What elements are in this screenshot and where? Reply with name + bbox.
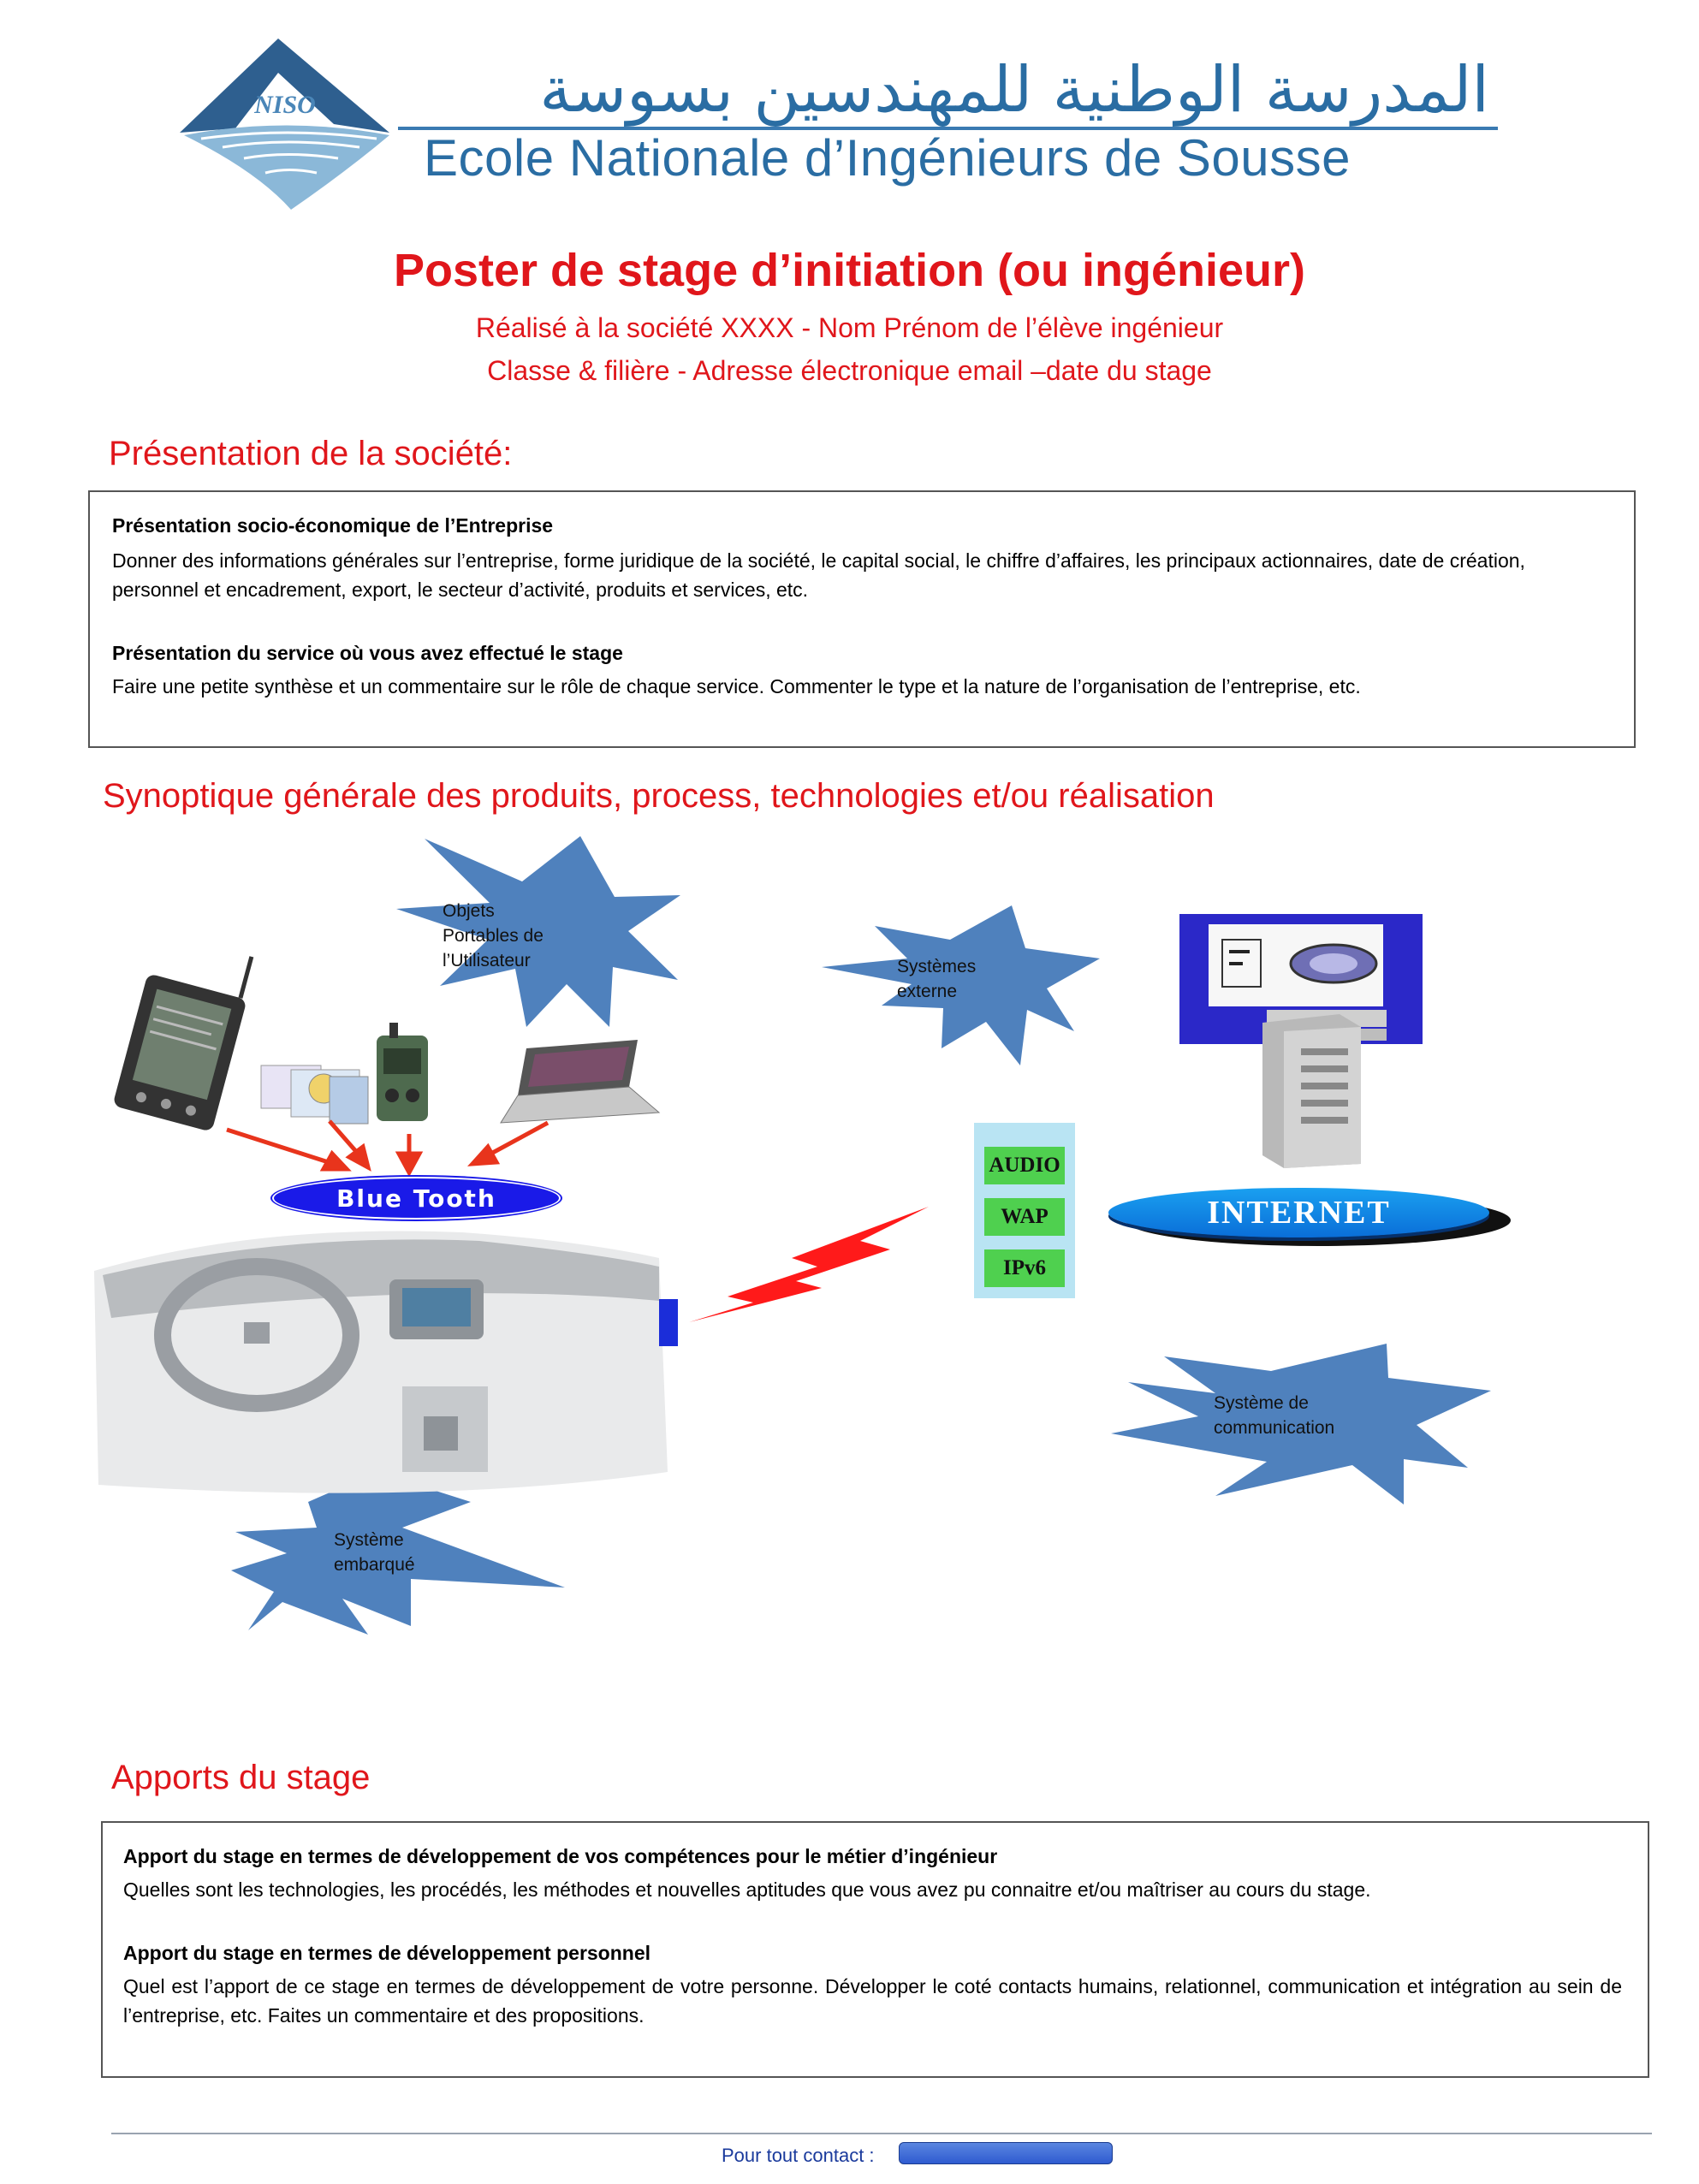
star-communication-label: Système de communication	[1214, 1393, 1335, 1438]
contributions-skills-heading: Apport du stage en termes de développement de vos compétences pour le métier d’ingénieur	[123, 1845, 998, 1867]
wireless-link-bolt	[689, 1207, 929, 1322]
footer-divider	[111, 2133, 1652, 2134]
contributions-skills-text: Quelles sont les technologies, les procédés, les méthodes et nouvelles aptitudes que vous avez pu connaitre et/ou maîtriser au cours du stage.	[123, 1878, 1371, 1901]
radio-device	[377, 1023, 428, 1121]
protocol-stack	[974, 1123, 1075, 1298]
contributions-personal-text: Quel est l’apport de ce stage en termes de développement de votre personne. Développer le coté contacts humains, relationnel, communication et intégration au sein de l’entreprise, etc. Faites un commentaire et des propositions.	[123, 1975, 1622, 2027]
internet-server	[1179, 914, 1423, 1168]
poster-subtitle-2: Classe & filière - Adresse électronique email –date du stage	[487, 355, 1212, 386]
cd-cards	[261, 1065, 368, 1124]
section-title-contributions: Apports du stage	[111, 1759, 371, 1796]
car-dashboard	[94, 1231, 668, 1493]
laptop-device	[501, 1040, 659, 1123]
star-external-label: Systèmes externe	[897, 957, 977, 1001]
contributions-box	[101, 1821, 1649, 2078]
internet-oval	[1108, 1188, 1489, 1237]
footer-contact-label: Pour tout contact :	[722, 2145, 875, 2166]
bluetooth-oval	[272, 1177, 561, 1220]
company-socio-text: Donner des informations générales sur l’entreprise, forme juridique de la société, le capital social, le chiffre d’affaires, les principaux actionnaires, date de création, personnel et encadrement, export, le secteur d’activité, produits et services, etc.	[112, 549, 1525, 601]
synoptic-diagram	[0, 813, 1699, 1652]
star-objects-label: Objets Portables de l’Utilisateur	[443, 901, 544, 970]
company-service-text: Faire une petite synthèse et un commentaire sur le rôle de chaque service. Commenter le type et la nature de l’organisation de l’entreprise, etc.	[112, 675, 1361, 697]
school-logo	[175, 34, 398, 214]
internet-label: INTERNET	[1207, 1195, 1391, 1231]
logo-text: NISO	[254, 91, 316, 119]
pda-device	[112, 932, 258, 1132]
section-title-synoptic: Synoptique générale des produits, process, technologies et/ou réalisation	[103, 777, 1215, 815]
company-socio-heading: Présentation socio-économique de l’Entreprise	[112, 514, 554, 537]
poster-title: Poster de stage d’initiation (ou ingénieur)	[393, 245, 1306, 296]
footer-contact-redacted	[899, 2142, 1113, 2164]
bluetooth-module	[659, 1299, 678, 1346]
school-name: Ecole Nationale d’Ingénieurs de Sousse	[424, 129, 1351, 187]
protocol-audio: AUDIO	[984, 1147, 1065, 1184]
bluetooth-label: Blue Tooth	[336, 1184, 496, 1213]
poster-subtitle-1: Réalisé à la société XXXX - Nom Prénom de l’élève ingénieur	[475, 312, 1224, 343]
company-box	[88, 490, 1636, 748]
device-arrows	[227, 1121, 548, 1172]
protocol-ipv6: IPv6	[984, 1249, 1065, 1287]
school-name-arabic: المدرسة الوطنية للمهندسين بسوسة	[539, 53, 1489, 127]
contributions-personal-heading: Apport du stage en termes de développement personnel	[123, 1942, 651, 1964]
section-title-company: Présentation de la société:	[109, 435, 513, 472]
star-embedded-label: Système embarqué	[334, 1530, 415, 1575]
company-service-heading: Présentation du service où vous avez effectué le stage	[112, 642, 623, 664]
protocol-wap: WAP	[984, 1198, 1065, 1236]
